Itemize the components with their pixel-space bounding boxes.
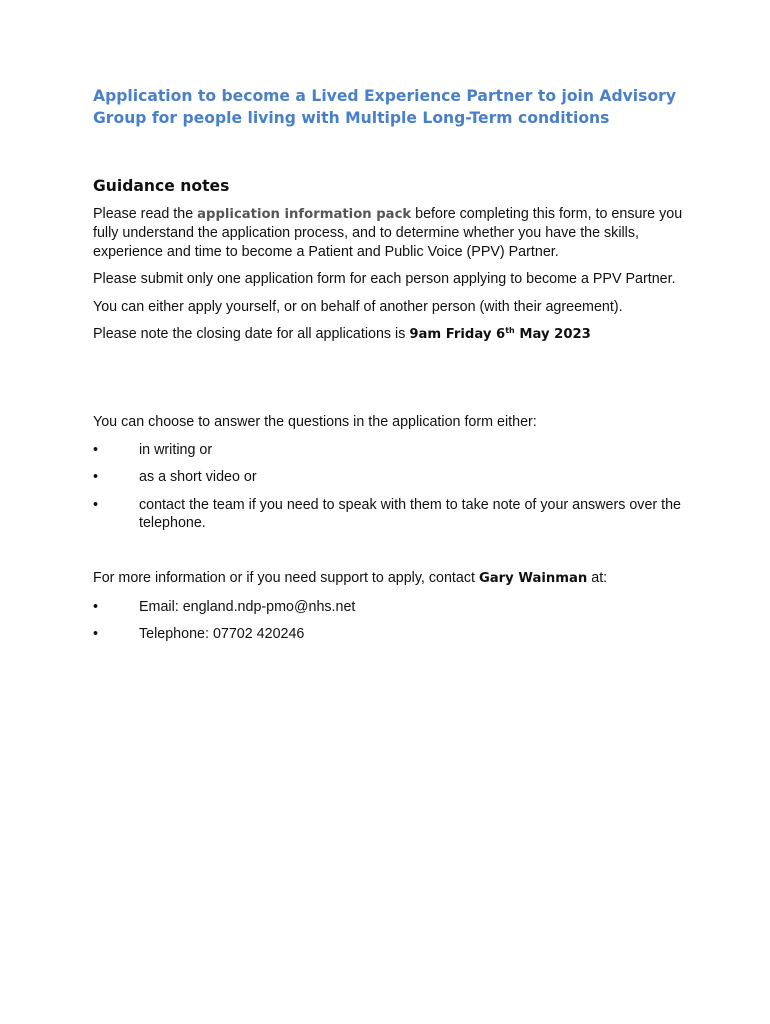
closing-prefix: Please note the closing date for all applications is	[93, 326, 410, 343]
bullet-glyph: •	[93, 626, 99, 643]
contact-intro	[93, 569, 683, 588]
contact-list	[93, 598, 683, 644]
closing-date	[409, 327, 591, 342]
bullet-glyph: •	[93, 598, 99, 615]
application-pack-link[interactable]: application information pack	[197, 207, 412, 222]
contact-phone-item	[93, 625, 683, 643]
guidance-heading: Guidance notes	[93, 177, 230, 195]
bullet-glyph: •	[93, 441, 99, 458]
read-suffix: before completing this form, to ensure you fully understand the application process, and to determine whether you have the skills, experience and time to become a Patient and Public Voice (PPV) Partner.	[93, 206, 683, 260]
document-page	[93, 86, 683, 644]
guidance-apply-behalf: You can either apply yourself, or on behalf of another person (with their agreement).	[93, 298, 623, 315]
read-prefix: Please read the	[93, 206, 198, 222]
guidance-read-pack	[93, 205, 683, 261]
list-item-text: in writing or	[139, 441, 213, 458]
guidance-closing-date	[93, 325, 683, 344]
closing-date-end: May 2023	[514, 327, 591, 343]
list-item-text: contact the team if you need to speak with them to take note of your answers over the telephone.	[139, 496, 681, 532]
list-item	[93, 496, 683, 533]
contact-email[interactable]: england.ndp-pmo@nhs.net	[182, 598, 356, 615]
answer-options-list	[93, 441, 683, 533]
contact-email-item	[93, 598, 683, 616]
contact-intro-suffix: at:	[587, 570, 608, 587]
answer-options-intro: You can choose to answer the questions in the application form either:	[93, 414, 537, 431]
phone-label: Telephone:	[139, 626, 213, 643]
contact-name: Gary Wainman	[478, 571, 588, 587]
bullet-glyph: •	[93, 496, 99, 513]
guidance-one-form: Please submit only one application form for each person applying to become a PPV Partner.	[93, 271, 676, 288]
list-item	[93, 468, 683, 486]
closing-date-main: 9am Friday 6	[409, 327, 506, 343]
document-title: Application to become a Lived Experience Partner to join Advisory Group for people living with Multiple Long-Term conditions	[93, 87, 677, 127]
contact-phone[interactable]: 07702 420246	[212, 626, 305, 643]
contact-intro-prefix: For more information or if you need support to apply, contact	[93, 570, 479, 587]
closing-date-ordinal: th	[505, 326, 515, 336]
bullet-glyph: •	[93, 469, 99, 486]
email-label: Email:	[139, 598, 183, 615]
list-item-text: as a short video or	[139, 469, 257, 486]
list-item	[93, 441, 683, 459]
